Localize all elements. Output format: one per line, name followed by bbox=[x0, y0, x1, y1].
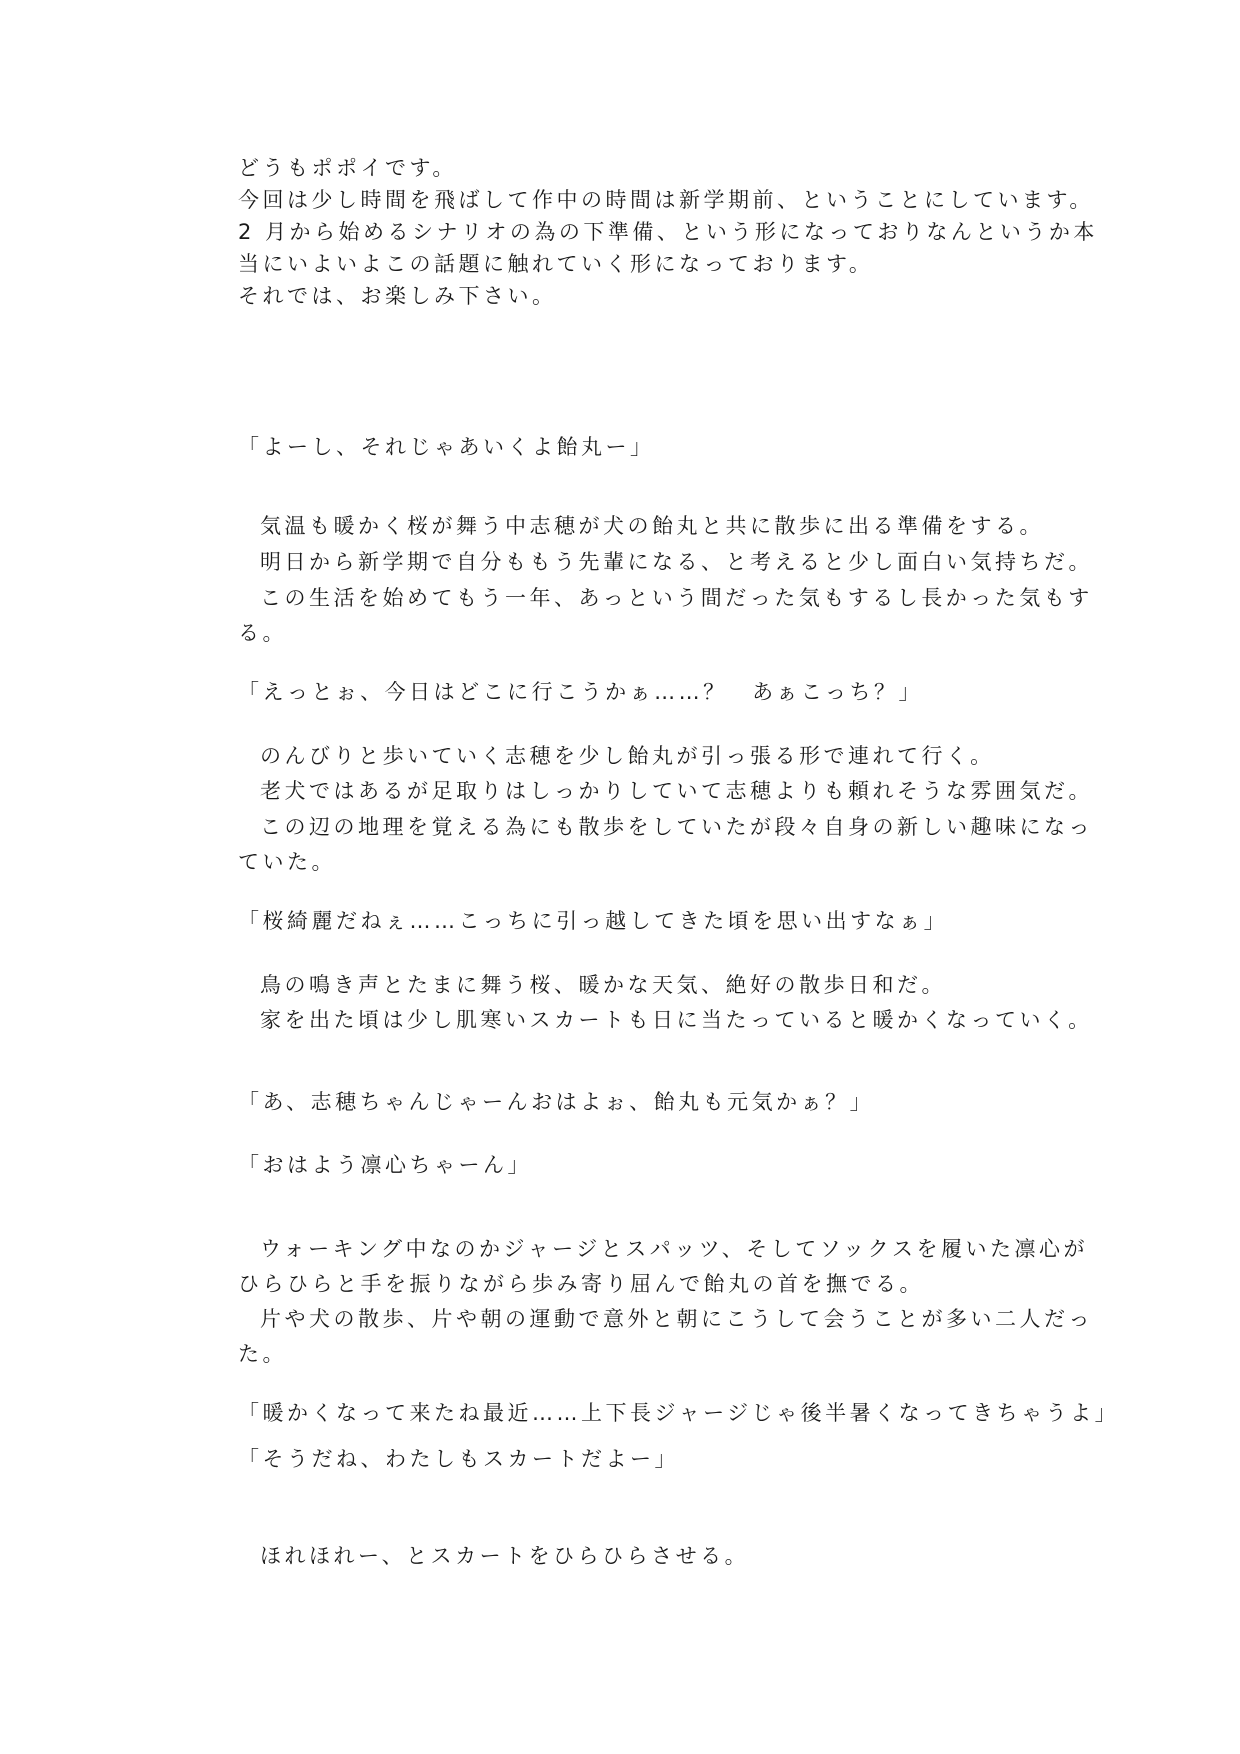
narration-line: 老犬ではあるが足取りはしっかりしていて志穂よりも頼れそうな雰囲気だ。 bbox=[260, 779, 1093, 803]
narration-line: ほれほれー、とスカートをひらひらさせる。 bbox=[260, 1544, 750, 1568]
narration-line: ひらひらと手を振りながら歩み寄り屈んで飴丸の首を撫でる。 bbox=[238, 1272, 924, 1296]
narration-line: のんびりと歩いていく志穂を少し飴丸が引っ張る形で連れて行く。 bbox=[260, 744, 995, 768]
intro-line: 当にいよいよこの話題に触れていく形になっております。 bbox=[238, 252, 874, 276]
narration-line: 気温も暖かく桜が舞う中志穂が犬の飴丸と共に散歩に出る準備をする。 bbox=[260, 514, 1044, 538]
dialogue-line: 「桜綺麗だねぇ……こっちに引っ越してきた頃を思い出すなぁ」 bbox=[238, 909, 949, 933]
dialogue-line: 「そうだね、わたしもスカートだよー」 bbox=[238, 1447, 679, 1471]
dialogue-line: 「あ、志穂ちゃんじゃーんおはよぉ、飴丸も元気かぁ？」 bbox=[238, 1090, 875, 1114]
narration-line: 片や犬の散歩、片や朝の運動で意外と朝にこうして会うことが多い二人だっ bbox=[260, 1307, 1093, 1331]
narration-line: 鳥の鳴き声とたまに舞う桜、暖かな天気、絶好の散歩日和だ。 bbox=[260, 973, 946, 997]
narration-line: 家を出た頃は少し肌寒いスカートも日に当たっていると暖かくなっていく。 bbox=[260, 1008, 1093, 1032]
narration-line: る。 bbox=[238, 621, 287, 645]
narration-line: た。 bbox=[238, 1342, 287, 1366]
narration-line: この辺の地理を覚える為にも散歩をしていたが段々自身の新しい趣味になっ bbox=[260, 815, 1093, 839]
narration-line: ウォーキング中なのかジャージとスパッツ、そしてソックスを履いた凛心が bbox=[260, 1237, 1088, 1261]
intro-line: 2 月から始めるシナリオの為の下準備、という形になっておりなんというか本 bbox=[238, 220, 1098, 244]
narration-line: 明日から新学期で自分ももう先輩になる、と考えると少し面白い気持ちだ。 bbox=[260, 550, 1093, 574]
dialogue-line: 「暖かくなって来たね最近……上下長ジャージじゃ後半暑くなってきちゃうよ」 bbox=[238, 1401, 1120, 1425]
narration-line: ていた。 bbox=[238, 850, 336, 874]
intro-line: どうもポポイです。 bbox=[238, 156, 457, 180]
dialogue-line: 「おはよう凛心ちゃーん」 bbox=[238, 1153, 532, 1177]
intro-line: それでは、お楽しみ下さい。 bbox=[238, 284, 557, 308]
narration-line: この生活を始めてもう一年、あっという間だった気もするし長かった気もす bbox=[260, 586, 1093, 610]
dialogue-line: 「よーし、それじゃあいくよ飴丸ー」 bbox=[238, 435, 655, 459]
intro-line: 今回は少し時間を飛ばして作中の時間は新学期前、ということにしています。 bbox=[238, 188, 1094, 212]
dialogue-line: 「えっとぉ、今日はどこに行こうかぁ……？ あぁこっち？」 bbox=[238, 680, 923, 704]
